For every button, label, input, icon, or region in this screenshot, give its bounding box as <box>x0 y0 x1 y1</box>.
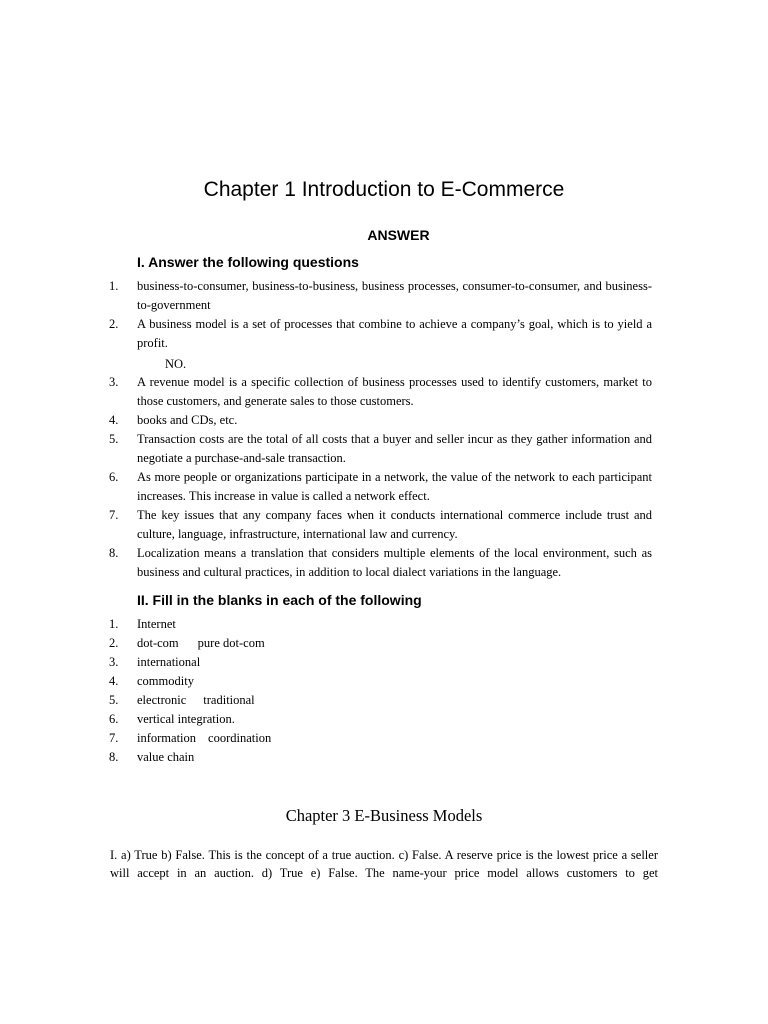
item-number: 2. <box>109 636 119 650</box>
item-text: Localization means a translation that considers multiple elements of the local environment, such as business and cultural practices, in addition to local dialect variations in the language. <box>137 546 652 579</box>
blank-answer: international <box>137 655 201 669</box>
blank-answer: commodity <box>137 674 194 688</box>
item-text <box>137 710 652 729</box>
item-number: 3. <box>109 375 119 389</box>
item-number: 5. <box>109 693 119 707</box>
item-number: 1. <box>109 617 119 631</box>
item-text <box>137 634 652 653</box>
chapter1-title: Chapter 1 Introduction to E-Commerce <box>203 178 565 201</box>
item-number: 3. <box>109 655 119 669</box>
item-number: 8. <box>109 546 119 560</box>
blank-answer: value chain <box>137 750 195 764</box>
item-text <box>137 615 652 634</box>
item-number: 6. <box>109 470 119 484</box>
item-text <box>137 672 652 691</box>
chapter3-title: Chapter 3 E-Business Models <box>285 806 483 825</box>
item-number: 6. <box>109 712 119 726</box>
blank-answer: Internet <box>137 617 176 631</box>
item-text: A revenue model is a specific collection of business processes used to identify customers, market to those customers, and generate sales to those customers. <box>137 375 652 408</box>
blank-answer: dot-com <box>137 636 179 650</box>
blank-answer: pure dot-com <box>197 636 265 650</box>
item-text <box>137 729 652 748</box>
answer-no-label: NO. <box>165 357 187 371</box>
item-text <box>137 653 652 672</box>
item-number: 5. <box>109 432 119 446</box>
item-number: 4. <box>109 413 119 427</box>
answer-heading: ANSWER <box>367 227 430 243</box>
item-text: Transaction costs are the total of all costs that a buyer and seller incur as they gather information and negotiate a purchase-and-sale transaction. <box>137 432 652 465</box>
item-number: 2. <box>109 317 119 331</box>
blank-answer: traditional <box>203 693 255 707</box>
item-text: The key issues that any company faces when it conducts international commerce include trust and culture, language, infrastructure, international law and currency. <box>137 508 652 541</box>
item-text: books and CDs, etc. <box>137 413 238 427</box>
blank-answer: electronic <box>137 693 187 707</box>
item-number: 7. <box>109 508 119 522</box>
item-text: business-to-consumer, business-to-business, business processes, consumer-to-consumer, and business-to-government <box>137 279 652 312</box>
chapter3-paragraph: I. a) True b) False. This is the concept of a true auction. c) False. A reserve price is the lowest price a seller will accept in an auction. d) True e) False. The name-your price model allows customers to get <box>110 848 658 880</box>
item-text <box>137 748 652 767</box>
blank-answer: information <box>137 731 197 745</box>
section1-heading: I. Answer the following questions <box>137 254 359 270</box>
item-number: 4. <box>109 674 119 688</box>
section2-heading: II. Fill in the blanks in each of the following <box>137 592 422 608</box>
item-number: 8. <box>109 750 119 764</box>
item-number: 1. <box>109 279 119 293</box>
item-text: As more people or organizations participate in a network, the value of the network to each participant increases. This increase in value is called a network effect. <box>137 470 652 503</box>
item-text: A business model is a set of processes that combine to achieve a company’s goal, which is to yield a profit. <box>137 317 652 350</box>
item-text <box>137 691 652 710</box>
blank-answer: vertical integration. <box>137 712 235 726</box>
item-number: 7. <box>109 731 119 745</box>
blank-answer: coordination <box>208 731 272 745</box>
